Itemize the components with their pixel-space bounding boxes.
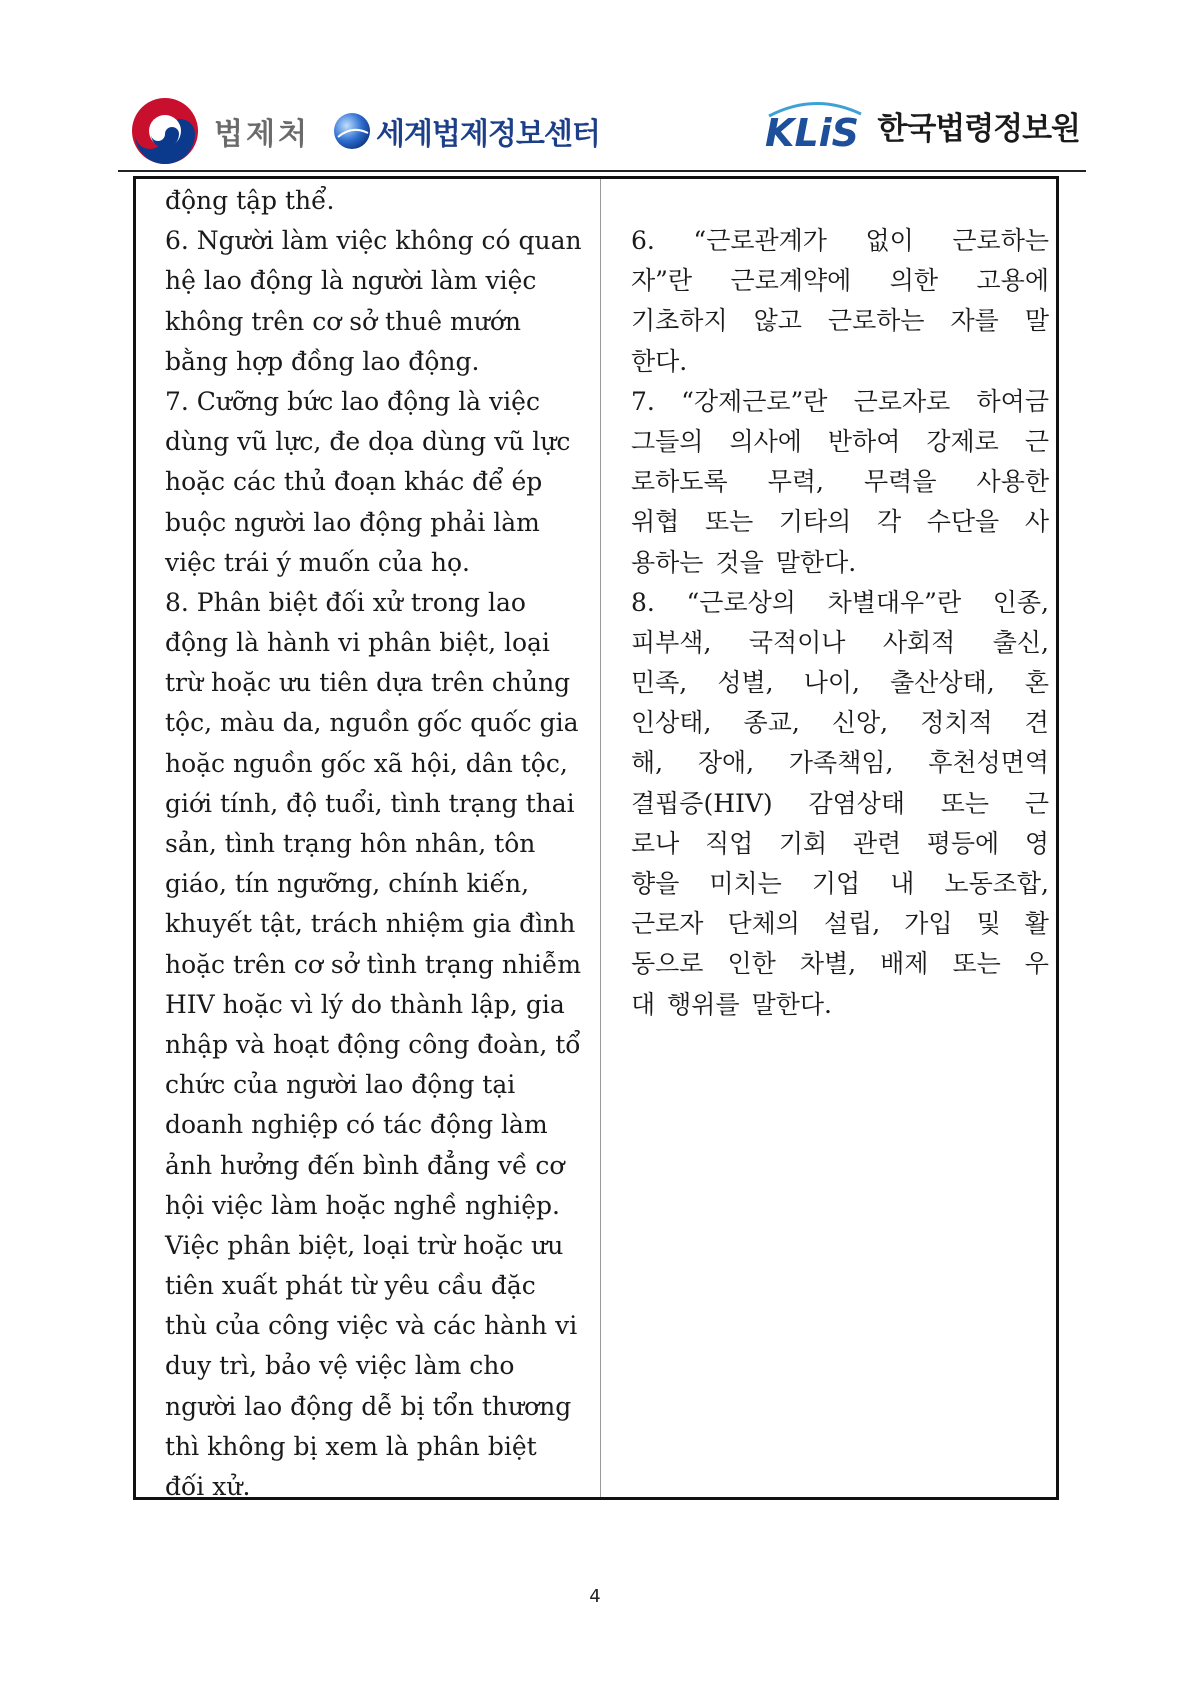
page-header [0,0,1190,175]
korean-word: 혼 [1024,668,1049,698]
korean-text-line [631,422,1049,462]
korean-word: 않고 [753,306,802,336]
korean-word: 종교, [743,708,800,738]
moleg-name: 법제처 [214,117,310,152]
korean-word: “강제근로”란 [681,386,828,416]
korean-word: 국적이나 [748,627,846,657]
korean-word: 무력을 [864,467,937,497]
korean-word: 감염상태 [808,788,906,818]
vietnamese-text-line: dùng vũ lực, đe dọa dùng vũ lực [165,427,571,457]
vietnamese-text-line: đối xử. [165,1472,251,1501]
korean-text-line [631,944,1049,984]
korean-text-line [631,904,1049,944]
klis-name: 한국법령정보원 [877,110,1080,147]
korean-word: 그들의 [631,426,704,456]
korean-text-line [631,784,1049,824]
vietnamese-text-line: hệ lao động là người làm việc [165,266,537,296]
korean-word: 로하도록 [631,467,728,497]
klis-logo-group [761,98,1080,152]
korean-word: 장애, [697,748,755,778]
korean-word: 로나 [631,828,680,858]
korean-word: 7. [631,386,655,416]
korean-word: 사 [1024,507,1049,537]
korean-word: “근로상의 [686,587,796,617]
vietnamese-text-line: 8. Phân biệt đối xử trong lao [165,587,526,617]
korean-word: 설립, [823,909,881,939]
korean-word: 인종, [992,587,1049,617]
vietnamese-text-line: giới tính, độ tuổi, tình trạng thai [165,788,575,818]
korean-word: 정치적 [920,708,993,738]
korean-word: 사회적 [882,627,956,657]
column-divider [600,179,601,1497]
korean-word: 단체의 [727,909,800,939]
korean-word: 자를 [950,306,999,336]
korean-word: 것을 [715,547,764,577]
korean-word: 수단을 [926,507,1000,537]
korean-word: 및 [976,909,1001,939]
korean-word: 피부색, [631,627,712,657]
korean-text-line [631,703,1049,743]
vietnamese-text-line: duy trì, bảo vệ việc làm cho [165,1351,515,1381]
korean-word: 대 [631,989,656,1019]
korean-word: 미치는 [709,869,782,898]
korean-text-line [631,342,1049,382]
korean-text-line [631,462,1049,502]
vietnamese-text-line: hội việc làm hoặc nghề nghiệp. [165,1190,560,1220]
korean-word: 배제 [880,949,929,979]
korean-word: 직업 [704,828,754,858]
korean-word: 말 [1024,306,1049,336]
korean-word: 근로하는 [952,226,1049,255]
korean-text-line [631,623,1049,663]
korean-word: 차별, [799,949,857,979]
korean-word: 강제로 [926,426,999,456]
korean-word: 해, [631,748,664,778]
korean-word: 6. [631,226,655,255]
vietnamese-text-line: Việc phân biệt, loại trừ hoặc ưu [165,1230,564,1260]
korean-word: 근로자로 [853,386,951,416]
korean-word: 출신, [992,627,1049,657]
vietnamese-text-line: việc trái ý muốn của họ. [165,547,470,577]
taeguk-emblem-icon [130,96,200,166]
vietnamese-text-line: tiên xuất phát từ yêu cầu đặc [165,1271,536,1301]
korean-word: 없이 [865,226,914,255]
vietnamese-text-line: buộc người lao động phải làm [165,507,540,537]
vietnamese-text-line: giáo, tín ngưỡng, chính kiến, [165,869,530,899]
korean-column [631,221,1049,1025]
korean-word: 무력, [767,467,824,497]
vietnamese-text-line: thù của công việc và các hành vi [165,1311,578,1341]
klis-logo-text: KLiS [765,111,860,152]
korean-word: 평등에 [926,828,1000,858]
korean-word: 내 [890,869,915,898]
korean-word: 영 [1024,828,1049,858]
korean-word: 말한다. [775,547,857,577]
korean-word: 의한 [889,266,939,296]
korean-word: 출산상태, [890,668,995,698]
page-number: 4 [589,1586,601,1607]
korean-text-line [631,502,1049,542]
korean-word: 말한다. [751,989,833,1019]
korean-word: 가입 [904,909,953,939]
vietnamese-text-line: doanh nghiệp có tác động làm [165,1110,548,1140]
korean-word: 차별대우”란 [827,587,962,617]
korean-word: 인상태, [631,708,712,738]
vietnamese-text-line: ảnh hưởng đến bình đẳng về cơ [165,1150,565,1180]
korean-word: 위협 [631,507,680,537]
korean-word: 견 [1024,708,1049,738]
korean-word: 민족, [631,668,688,698]
korean-word: 행위를 [667,989,740,1019]
korean-word: 향을 [631,869,680,898]
world-law-center-name: 세계법제정보센터 [375,117,600,152]
korean-text-line [631,382,1049,422]
korean-word: 또는 [952,949,1001,979]
korean-word: 기타의 [778,507,852,537]
korean-word: 근 [1024,788,1049,818]
korean-word: 근로자 [631,909,704,939]
korean-word: 근로하는 [827,306,925,336]
korean-word: 각 [876,507,902,537]
korean-word: 활 [1024,909,1049,939]
korean-word: 결핍증(HIV) [631,788,773,818]
korean-word: 성별, [717,668,774,698]
korean-text-line [631,221,1049,261]
vietnamese-text-line: thì không bị xem là phân biệt [165,1431,537,1461]
korean-word: 후천성면역 [928,748,1049,778]
korean-word: 의사에 [729,426,802,456]
vietnamese-text-line: 7. Cưỡng bức lao động là việc [165,386,540,416]
korean-text-line [631,583,1049,623]
vietnamese-text-line: 6. Người làm việc không có quan [165,226,582,256]
korean-word: 우 [1024,949,1049,979]
vietnamese-column [165,181,595,1507]
korean-word: 또는 [940,788,990,818]
korean-word: “근로관계가 [693,226,827,255]
klis-logo-icon [761,98,869,152]
vietnamese-text-line: khuyết tật, trách nhiệm gia đình [165,909,576,939]
vietnamese-text-line: HIV hoặc vì lý do thành lập, gia [165,989,565,1019]
korean-word: 기업 [811,869,861,898]
korean-word: 용하는 [631,547,704,577]
korean-word: 가족책임, [788,748,894,778]
vietnamese-text-line: hoặc trên cơ sở tình trạng nhiễm [165,949,582,979]
vietnamese-text-line: hoặc các thủ đoạn khác để ép [165,467,543,497]
vietnamese-text-line: chức của người lao động tại [165,1070,516,1100]
korean-text-line [631,543,1049,583]
korean-text-line [631,824,1049,864]
korean-word: 근로계약에 [730,266,852,296]
vietnamese-text-line: động tập thể. [165,186,335,215]
korean-text-line [631,261,1049,301]
vietnamese-text-line: trừ hoặc ưu tiên dựa trên chủng [165,668,571,698]
korean-word: 또는 [704,507,754,537]
vietnamese-text-line: bằng hợp đồng lao động. [165,346,480,376]
bilingual-table [133,176,1059,1500]
globe-icon [332,111,372,151]
korean-word: 근 [1024,426,1049,456]
korean-word: 관련 [852,828,902,858]
korean-text-line [631,864,1049,904]
vietnamese-text-line: tộc, màu da, nguồn gốc quốc gia [165,708,579,738]
korean-word: 한다. [631,346,688,376]
korean-word: 기초하지 [631,306,728,336]
vietnamese-text-line: không trên cơ sở thuê mướn [165,306,521,336]
korean-text-line [631,743,1049,783]
korean-word: 신앙, [831,708,889,738]
vietnamese-text-line: người lao động dễ bị tổn thương [165,1391,572,1421]
korean-word: 고용에 [976,266,1049,296]
korean-text-line [631,985,1049,1025]
vietnamese-text-line: hoặc nguồn gốc xã hội, dân tộc, [165,748,568,778]
korean-word: 자”란 [631,266,693,296]
korean-word: 인한 [727,949,776,979]
header-divider [118,170,1086,172]
moleg-logo-group [130,96,600,166]
korean-word: 기회 [778,828,828,858]
korean-word: 나이, [803,668,860,698]
vietnamese-text-line: nhập và hoạt động công đoàn, tổ [165,1029,581,1059]
vietnamese-text-line: sản, tình trạng hôn nhân, tôn [165,829,536,858]
korean-word: 하여금 [976,386,1049,416]
korean-word: 사용한 [976,467,1049,497]
korean-text-line [631,301,1049,341]
vietnamese-text-line: động là hành vi phân biệt, loại [165,628,550,658]
korean-word: 반하여 [827,426,901,456]
korean-text-line [631,663,1049,703]
korean-word: 8. [631,587,655,617]
korean-word: 노동조합, [944,869,1049,898]
korean-word: 동으로 [631,949,704,979]
